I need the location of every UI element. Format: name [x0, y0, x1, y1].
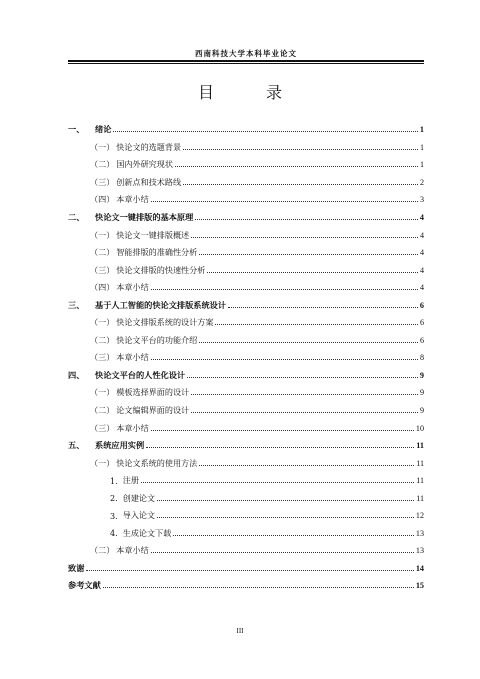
toc-entry-title: 快论文平台的人性化设计 — [95, 369, 186, 380]
toc-entry-number: 四、 — [68, 369, 85, 380]
toc-entry-title: 生成论文下载 — [122, 527, 172, 538]
toc-title: 目 录 — [197, 83, 300, 102]
toc-dot-leader — [157, 517, 414, 518]
toc-entry-page: 9 — [419, 406, 424, 416]
toc-entry-number: 二、 — [68, 212, 85, 222]
toc-dot-leader — [199, 342, 418, 343]
toc-entry-page: 6 — [419, 300, 424, 310]
toc-entry-page: 2 — [419, 177, 424, 187]
toc-dot-leader — [141, 482, 414, 483]
toc-dot-leader — [146, 447, 414, 448]
toc-dot-leader — [151, 552, 414, 553]
toc-entry-title: 国内外研究现状 — [116, 159, 173, 170]
toc-entry — [68, 244, 424, 262]
toc-entry — [68, 454, 424, 472]
toc-dot-leader — [151, 289, 418, 290]
toc-entry-page: 8 — [419, 353, 424, 363]
toc-entry-page: 4 — [419, 248, 424, 258]
toc-entry — [68, 419, 424, 437]
toc-entry — [68, 472, 424, 490]
toc-entry-title: 注册 — [122, 475, 139, 486]
toc-entry — [68, 314, 424, 332]
toc-entry-title: 导入论文 — [122, 510, 156, 521]
toc-entry-number: （四） — [90, 194, 115, 205]
toc-entry-title: 参考文献 — [68, 580, 101, 591]
toc-entry-title: 基于人工智能的快论文排版系统设计 — [95, 299, 227, 310]
toc-entry-page: 4 — [419, 283, 424, 293]
toc-dot-leader — [207, 272, 418, 273]
toc-entry-number: 五、 — [68, 440, 85, 451]
toc-dot-leader — [187, 377, 418, 378]
toc-dot-leader — [103, 587, 414, 588]
toc-entry-title: 智能排版的准确性分析 — [116, 247, 198, 258]
toc-entry-page: 12 — [415, 511, 424, 521]
toc-entry-title: 论文编辑界面的设计 — [116, 405, 190, 416]
toc-entry — [68, 525, 424, 543]
header-rule-thin — [68, 63, 424, 64]
toc-dot-leader — [183, 149, 418, 150]
toc-entry-page: 4 — [419, 230, 424, 240]
toc-entry-number: （一） — [90, 141, 115, 152]
toc-dot-leader — [199, 254, 418, 255]
toc-entry-page: 13 — [415, 546, 424, 556]
toc-dot-leader — [191, 237, 418, 238]
toc-entry-title: 快论文排版系统的设计方案 — [116, 317, 214, 328]
toc-entry-page: 9 — [419, 388, 424, 398]
toc-entry-number: （一） — [90, 317, 115, 328]
toc-entry-page: 6 — [419, 335, 424, 345]
toc-entry-title: 快论文平台的功能介绍 — [116, 334, 198, 345]
toc-entry-title: 致谢 — [68, 562, 85, 573]
toc-entry — [68, 226, 424, 244]
toc-dot-leader — [228, 307, 418, 308]
table-of-contents — [68, 121, 424, 595]
toc-dot-leader — [113, 131, 418, 132]
toc-entry — [68, 191, 424, 209]
toc-entry-number: 一、 — [68, 124, 85, 135]
toc-dot-leader — [151, 201, 418, 202]
toc-entry-page: 6 — [419, 318, 424, 328]
toc-dot-leader — [215, 324, 418, 325]
toc-dot-leader — [175, 166, 418, 167]
page-number: III — [236, 627, 244, 635]
toc-entry — [68, 209, 424, 227]
toc-entry-title: 创新点和技术路线 — [116, 176, 182, 187]
toc-dot-leader — [151, 359, 418, 360]
toc-entry — [68, 332, 424, 350]
header-rule-thick — [68, 60, 424, 62]
toc-entry-title: 绪论 — [95, 124, 112, 135]
toc-entry-number: 3. — [110, 510, 118, 521]
toc-entry-number: （二） — [90, 545, 115, 556]
toc-entry — [68, 156, 424, 174]
toc-entry — [68, 349, 424, 367]
toc-entry — [68, 261, 424, 279]
toc-dot-leader — [195, 219, 418, 220]
toc-entry-title: 本章小结 — [116, 545, 149, 556]
toc-entry — [68, 542, 424, 560]
toc-entry — [68, 384, 424, 402]
toc-entry-page: 1 — [419, 125, 424, 135]
toc-entry-number: （一） — [90, 457, 115, 468]
toc-entry-page: 15 — [415, 581, 424, 591]
toc-entry-page: 4 — [419, 265, 424, 275]
toc-entry-title: 本章小结 — [116, 194, 149, 205]
toc-entry-title: 模板选择界面的设计 — [116, 387, 190, 398]
toc-entry-title: 本章小结 — [116, 422, 149, 433]
running-header: 西南科技大学本科毕业论文 — [195, 49, 297, 58]
toc-entry — [68, 139, 424, 157]
toc-entry-title: 本章小结 — [116, 282, 149, 293]
toc-entry-number: （三） — [90, 176, 115, 187]
toc-dot-leader — [199, 465, 414, 466]
toc-entry-number: （二） — [90, 159, 115, 170]
toc-entry-page: 10 — [415, 423, 424, 433]
toc-entry — [68, 296, 424, 314]
toc-entry-title: 快论文的选题背景 — [116, 141, 182, 152]
toc-dot-leader — [191, 412, 418, 413]
toc-dot-leader — [86, 570, 413, 571]
toc-entry-title: 快论文排版的快速性分析 — [116, 264, 206, 275]
toc-entry — [68, 507, 424, 525]
toc-entry — [68, 279, 424, 297]
toc-entry-number: （四） — [90, 282, 115, 293]
toc-entry — [68, 174, 424, 192]
toc-entry-title: 系统应用实例 — [95, 440, 145, 451]
toc-entry — [68, 577, 424, 595]
toc-entry-number: 4. — [110, 528, 118, 539]
toc-dot-leader — [173, 535, 414, 536]
toc-entry-page: 14 — [415, 563, 424, 573]
toc-entry-number: （三） — [90, 264, 115, 275]
toc-entry-number: （二） — [90, 405, 115, 416]
toc-entry-title: 本章小结 — [116, 352, 149, 363]
toc-entry-number: 2. — [110, 493, 118, 504]
toc-dot-leader — [183, 184, 418, 185]
toc-entry-title: 快论文一键排版概述 — [116, 229, 190, 240]
toc-entry-page: 9 — [419, 370, 424, 380]
toc-entry — [68, 489, 424, 507]
toc-entry — [68, 560, 424, 578]
toc-entry-page: 1 — [419, 160, 424, 170]
toc-entry-number: 三、 — [68, 299, 85, 310]
toc-entry-number: （一） — [90, 387, 115, 398]
toc-entry-page: 11 — [416, 493, 424, 503]
toc-entry-page: 13 — [415, 528, 424, 538]
toc-entry-page: 11 — [416, 441, 424, 451]
toc-entry-number: （三） — [90, 352, 115, 363]
toc-entry-number: （一） — [90, 229, 115, 240]
toc-entry-title: 创建论文 — [122, 492, 156, 503]
toc-entry-page: 11 — [416, 458, 424, 468]
toc-entry-page: 11 — [416, 476, 424, 486]
toc-dot-leader — [191, 394, 418, 395]
toc-entry-number: 1. — [110, 475, 118, 486]
toc-entry — [68, 367, 424, 385]
toc-entry-number: （二） — [90, 247, 115, 258]
toc-dot-leader — [151, 430, 414, 431]
toc-dot-leader — [157, 500, 414, 501]
toc-entry-number: （二） — [90, 334, 115, 345]
toc-entry-title: 快论文一键排版的基本原理 — [95, 212, 194, 222]
toc-entry-title: 快论文系统的使用方法 — [116, 457, 198, 468]
toc-entry — [68, 437, 424, 455]
toc-entry-page: 1 — [419, 142, 424, 152]
toc-entry — [68, 402, 424, 420]
toc-entry-page: 3 — [419, 195, 424, 205]
toc-entry — [68, 121, 424, 139]
toc-entry-page: 4 — [419, 213, 424, 222]
toc-entry-number: （三） — [90, 422, 115, 433]
